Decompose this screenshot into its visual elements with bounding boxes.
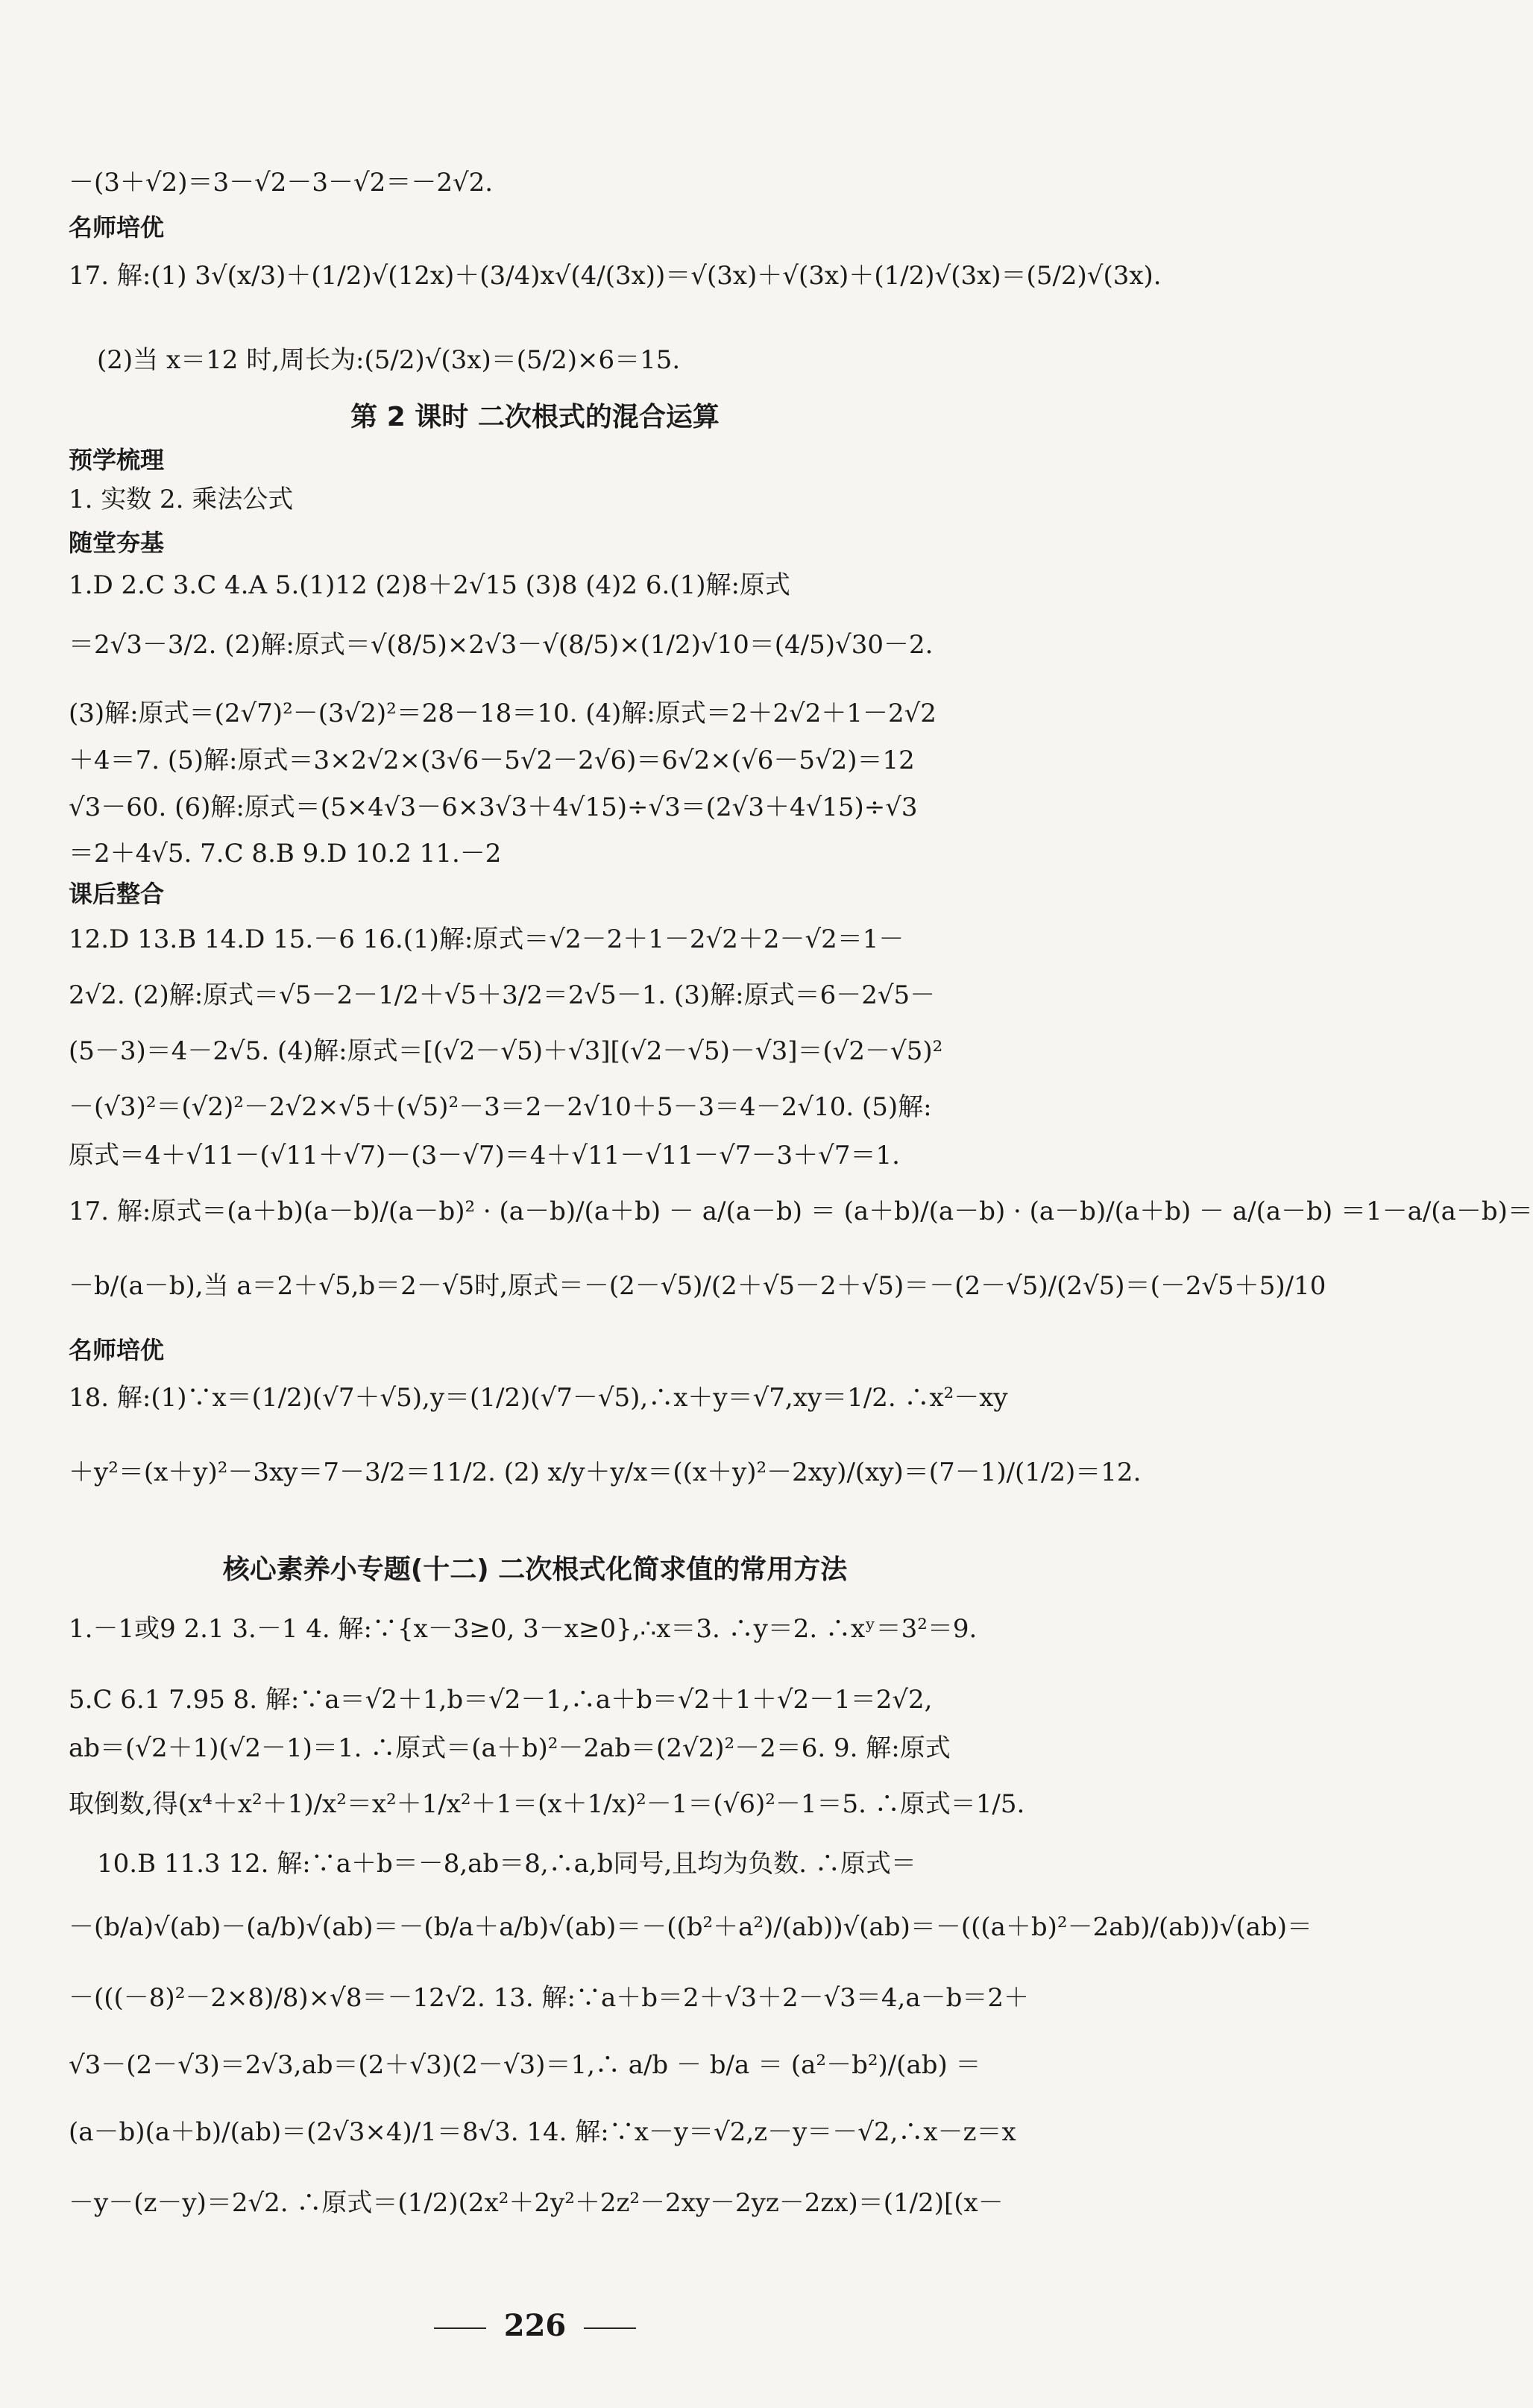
text-line: 10.B 11.3 12. 解:∵a＋b＝－8,ab＝8,∴a,b同号,且均为负数. ∴原式＝	[97, 1849, 916, 1879]
topic-title: 核心素养小专题(十二) 二次根式化简求值的常用方法	[222, 1554, 848, 1585]
section-heading: 随堂夯基	[69, 529, 165, 557]
text-line: －(b/a)√(ab)－(a/b)√(ab)＝－(b/a＋a/b)√(ab)＝－((b²＋a²)/(ab))√(ab)＝－(((a＋b)²－2ab)/(ab))√(ab)＝	[69, 1912, 1313, 1942]
section-heading: 名师培优	[69, 1336, 165, 1364]
text-line: －(((－8)²－2×8)/8)×√8＝－12√2. 13. 解:∵a＋b＝2＋√3＋2－√3＝4,a－b＝2＋	[69, 1983, 1029, 2013]
text-line: －(3＋√2)＝3－√2－3－√2＝－2√2.	[69, 168, 494, 198]
text-line: √3－(2－√3)＝2√3,ab＝(2＋√3)(2－√3)＝1,∴ a/b － b/a ＝ (a²－b²)/(ab) ＝	[69, 2050, 981, 2080]
text-line: 原式＝4＋√11－(√11＋√7)－(3－√7)＝4＋√11－√11－√7－3＋√7＝1.	[69, 1141, 900, 1170]
text-line: ＝2＋4√5. 7.C 8.B 9.D 10.2 11.－2	[69, 839, 502, 869]
text-line: 1.－1或9 2.1 3.－1 4. 解:∵{x－3≥0, 3－x≥0},∴x＝3. ∴y＝2. ∴xʸ＝3²＝9.	[69, 1614, 978, 1644]
text-line: －y－(z－y)＝2√2. ∴原式＝(1/2)(2x²＋2y²＋2z²－2xy－2yz－2zx)＝(1/2)[(x－	[69, 2188, 1004, 2218]
page-number-text: 226	[503, 2308, 567, 2343]
section-heading: 课后整合	[69, 880, 165, 908]
text-line: 12.D 13.B 14.D 15.－6 16.(1)解:原式＝√2－2＋1－2√2＋2－√2＝1－	[69, 924, 904, 954]
text-line: 2√2. (2)解:原式＝√5－2－1/2＋√5＋3/2＝2√5－1. (3)解:原式＝6－2√5－	[69, 980, 936, 1010]
section-heading: 预学梳理	[69, 446, 165, 474]
divider	[584, 2327, 636, 2329]
lesson-title: 第 2 课时 二次根式的混合运算	[350, 402, 720, 432]
text-line: ab＝(√2＋1)(√2－1)＝1. ∴原式＝(a＋b)²－2ab＝(2√2)²－2＝6. 9. 解:原式	[69, 1733, 951, 1763]
text-line: ＝2√3－3/2. (2)解:原式＝√(8/5)×2√3－√(8/5)×(1/2)√10＝(4/5)√30－2.	[69, 630, 934, 660]
section-heading: 名师培优	[69, 213, 165, 242]
text-line: (2)当 x＝12 时,周长为:(5/2)√(3x)＝(5/2)×6＝15.	[97, 345, 681, 375]
text-line: 5.C 6.1 7.95 8. 解:∵a＝√2＋1,b＝√2－1,∴a＋b＝√2＋1＋√2－1＝2√2,	[69, 1685, 933, 1715]
text-line: －(√3)²＝(√2)²－2√2×√5＋(√5)²－3＝2－2√10＋5－3＝4－2√10. (5)解:	[69, 1092, 932, 1122]
text-line: 1. 实数 2. 乘法公式	[69, 485, 294, 514]
text-line: 18. 解:(1)∵x＝(1/2)(√7＋√5),y＝(1/2)(√7－√5),∴x＋y＝√7,xy＝1/2. ∴x²－xy	[69, 1383, 1008, 1413]
text-line: √3－60. (6)解:原式＝(5×4√3－6×3√3＋4√15)÷√3＝(2√3＋4√15)÷√3	[69, 792, 918, 822]
divider	[434, 2327, 486, 2329]
text-line: (3)解:原式＝(2√7)²－(3√2)²＝28－18＝10. (4)解:原式＝2＋2√2＋1－2√2	[69, 699, 937, 728]
text-line: ＋y²＝(x＋y)²－3xy＝7－3/2＝11/2. (2) x/y＋y/x＝((x＋y)²－2xy)/(xy)＝(7－1)/(1/2)＝12.	[69, 1457, 1142, 1487]
page-number	[0, 2304, 1070, 2348]
text-line: (5－3)＝4－2√5. (4)解:原式＝[(√2－√5)＋√3][(√2－√5)－√3]＝(√2－√5)²	[69, 1036, 943, 1066]
text-line: 取倒数,得(x⁴＋x²＋1)/x²＝x²＋1/x²＋1＝(x＋1/x)²－1＝(√6)²－1＝5. ∴原式＝1/5.	[69, 1789, 1025, 1819]
text-line: －b/(a－b),当 a＝2＋√5,b＝2－√5时,原式＝－(2－√5)/(2＋√5－2＋√5)＝－(2－√5)/(2√5)＝(－2√5＋5)/10	[69, 1271, 1326, 1301]
text-line: 17. 解:原式＝(a＋b)(a－b)/(a－b)² · (a－b)/(a＋b) － a/(a－b) ＝ (a＋b)/(a－b) · (a－b)/(a＋b) － a/(a－b) ＝1－a/(a－b)＝	[69, 1197, 1533, 1226]
text-line: ＋4＝7. (5)解:原式＝3×2√2×(3√6－5√2－2√6)＝6√2×(√6－5√2)＝12	[69, 746, 915, 775]
text-line: (a－b)(a＋b)/(ab)＝(2√3×4)/1＝8√3. 14. 解:∵x－y＝√2,z－y＝－√2,∴x－z＝x	[69, 2117, 1016, 2147]
text-line: 17. 解:(1) 3√(x/3)＋(1/2)√(12x)＋(3/4)x√(4/(3x))＝√(3x)＋√(3x)＋(1/2)√(3x)＝(5/2)√(3x).	[69, 261, 1162, 291]
text-line: 1.D 2.C 3.C 4.A 5.(1)12 (2)8＋2√15 (3)8 (4)2 6.(1)解:原式	[69, 570, 790, 600]
